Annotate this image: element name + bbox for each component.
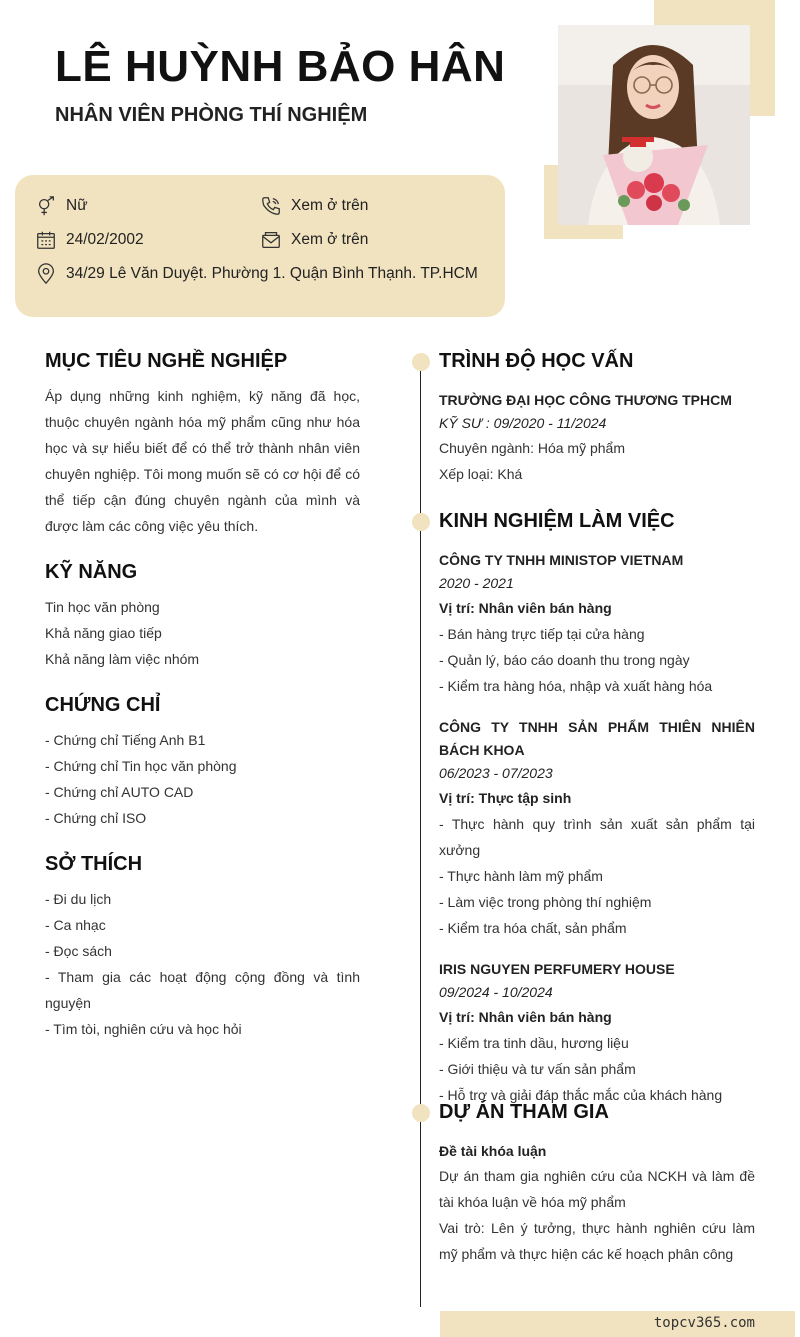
job-task: - Hỗ trợ và giải đáp thắc mắc của khách hàng xyxy=(439,1087,723,1103)
education-title: TRÌNH ĐỘ HỌC VẤN xyxy=(439,350,634,372)
birthday-info xyxy=(35,229,144,251)
projects-section xyxy=(439,1140,755,1267)
footer-brand-bar xyxy=(440,1311,795,1337)
company-name: IRIS NGUYEN PERFUMERY HOUSE xyxy=(439,961,675,977)
job-position: Vị trí: Nhân viên bán hàng xyxy=(439,1009,612,1025)
job-period: 2020 - 2021 xyxy=(439,575,514,591)
job-task: - Giới thiệu và tư vấn sản phẩm xyxy=(439,1061,636,1077)
job-entry xyxy=(439,716,755,941)
address-info xyxy=(35,263,478,285)
hobbies-section xyxy=(45,853,360,1042)
footer-brand: topcv365.com xyxy=(653,1315,755,1331)
candidate-name: LÊ HUỲNH BẢO HÂN xyxy=(55,42,506,91)
calendar-icon xyxy=(35,229,57,251)
job-period: 06/2023 - 07/2023 xyxy=(439,765,553,781)
objective-title: MỤC TIÊU NGHỀ NGHIỆP xyxy=(45,350,288,372)
certificate-item: - Chứng chỉ Tin học văn phòng xyxy=(45,758,237,774)
job-task: - Bán hàng trực tiếp tại cửa hàng xyxy=(439,626,645,642)
certificates-title: CHỨNG CHỈ xyxy=(45,694,161,716)
hobby-item: - Ca nhạc xyxy=(45,917,106,933)
skills-title: KỸ NĂNG xyxy=(45,561,138,583)
skill-item: Tin học văn phòng xyxy=(45,599,160,615)
birthday-value: 24/02/2002 xyxy=(66,231,144,248)
email-value: Xem ở trên xyxy=(291,231,369,248)
company-name: CÔNG TY TNHH MINISTOP VIETNAM xyxy=(439,552,684,568)
gender-icon xyxy=(35,195,57,217)
projects-title: DỰ ÁN THAM GIA xyxy=(439,1101,609,1123)
rank: Xếp loại: Khá xyxy=(439,466,523,482)
gender-info xyxy=(35,195,88,217)
hobbies-title: SỞ THÍCH xyxy=(45,853,143,875)
phone-value: Xem ở trên xyxy=(291,197,369,214)
experience-title: KINH NGHIỆM LÀM VIỆC xyxy=(439,510,675,532)
job-entry xyxy=(439,549,755,699)
job-task: - Kiểm tra hàng hóa, nhập và xuất hàng hóa xyxy=(439,678,713,694)
job-position: Vị trí: Nhân viên bán hàng xyxy=(439,600,612,616)
timeline-line xyxy=(420,360,421,1307)
skills-section xyxy=(45,561,360,672)
timeline-dot xyxy=(412,513,430,531)
company-name: CÔNG TY TNHH SẢN PHẨM THIÊN NHIÊN BÁCH KHOA xyxy=(439,719,755,758)
project-role: Vai trò: Lên ý tưởng, thực hành nghiên cứu làm mỹ phẩm và thực hiện các kế hoạch phân công xyxy=(439,1220,755,1262)
degree-period: KỸ SƯ : 09/2020 - 11/2024 xyxy=(439,415,607,431)
hobby-item: - Tìm tòi, nghiên cứu và học hỏi xyxy=(45,1021,242,1037)
experience-section xyxy=(439,549,755,1118)
mail-icon xyxy=(260,229,282,251)
education-section xyxy=(439,389,755,487)
job-entry xyxy=(439,958,755,1108)
job-task: - Thực hành làm mỹ phẩm xyxy=(439,868,603,884)
job-task: - Kiểm tra tinh dầu, hương liệu xyxy=(439,1035,629,1051)
timeline-dot xyxy=(412,353,430,371)
phone-info xyxy=(260,195,368,217)
job-period: 09/2024 - 10/2024 xyxy=(439,984,553,1000)
project-name: Đề tài khóa luận xyxy=(439,1143,547,1159)
certificate-item: - Chứng chỉ Tiếng Anh B1 xyxy=(45,732,206,748)
left-column xyxy=(45,350,360,1064)
school-name: TRƯỜNG ĐẠI HỌC CÔNG THƯƠNG TPHCM xyxy=(439,392,732,408)
hobby-item: - Đi du lịch xyxy=(45,891,112,907)
job-task: - Làm việc trong phòng thí nghiệm xyxy=(439,894,652,910)
job-title: NHÂN VIÊN PHÒNG THÍ NGHIỆM xyxy=(55,104,368,126)
contact-info-box xyxy=(15,175,505,317)
job-task: - Kiểm tra hóa chất, sản phẩm xyxy=(439,920,627,936)
gender-value: Nữ xyxy=(66,197,88,214)
certificate-item: - Chứng chỉ ISO xyxy=(45,810,147,826)
certificate-item: - Chứng chỉ AUTO CAD xyxy=(45,784,194,800)
certificates-section xyxy=(45,694,360,831)
major: Chuyên ngành: Hóa mỹ phẩm xyxy=(439,440,625,456)
objective-text: Áp dụng những kinh nghiệm, kỹ năng đã học, thuộc chuyên ngành hóa mỹ phẩm cũng như hóa học và sự hiểu biết để có thể trở thành nhân viên chuyên nghiệp. Tôi mong muốn sẽ có cơ hội để có thể tiếp cận đúng chuyên ngành của mình và được làm các công việc yêu thích. xyxy=(45,388,360,534)
address-value: 34/29 Lê Văn Duyệt. Phường 1. Quận Bình Thạnh. TP.HCM xyxy=(66,265,478,282)
hobby-item: - Đọc sách xyxy=(45,943,112,959)
skill-item: Khả năng giao tiếp xyxy=(45,625,162,641)
project-description: Dự án tham gia nghiên cứu của NCKH và làm đề tài khóa luận về hóa mỹ phẩm xyxy=(439,1168,755,1210)
job-task: - Thực hành quy trình sản xuất sản phẩm tại xưởng xyxy=(439,816,755,858)
objective-section xyxy=(45,350,360,539)
phone-icon xyxy=(260,195,282,217)
email-info xyxy=(260,229,368,251)
profile-photo xyxy=(558,25,750,225)
timeline-dot xyxy=(412,1104,430,1122)
skill-item: Khả năng làm việc nhóm xyxy=(45,651,200,667)
job-task: - Quản lý, báo cáo doanh thu trong ngày xyxy=(439,652,690,668)
job-position: Vị trí: Thực tập sinh xyxy=(439,790,572,806)
location-pin-icon xyxy=(35,263,57,285)
hobby-item: - Tham gia các hoạt động cộng đồng và tình nguyện xyxy=(45,969,360,1011)
